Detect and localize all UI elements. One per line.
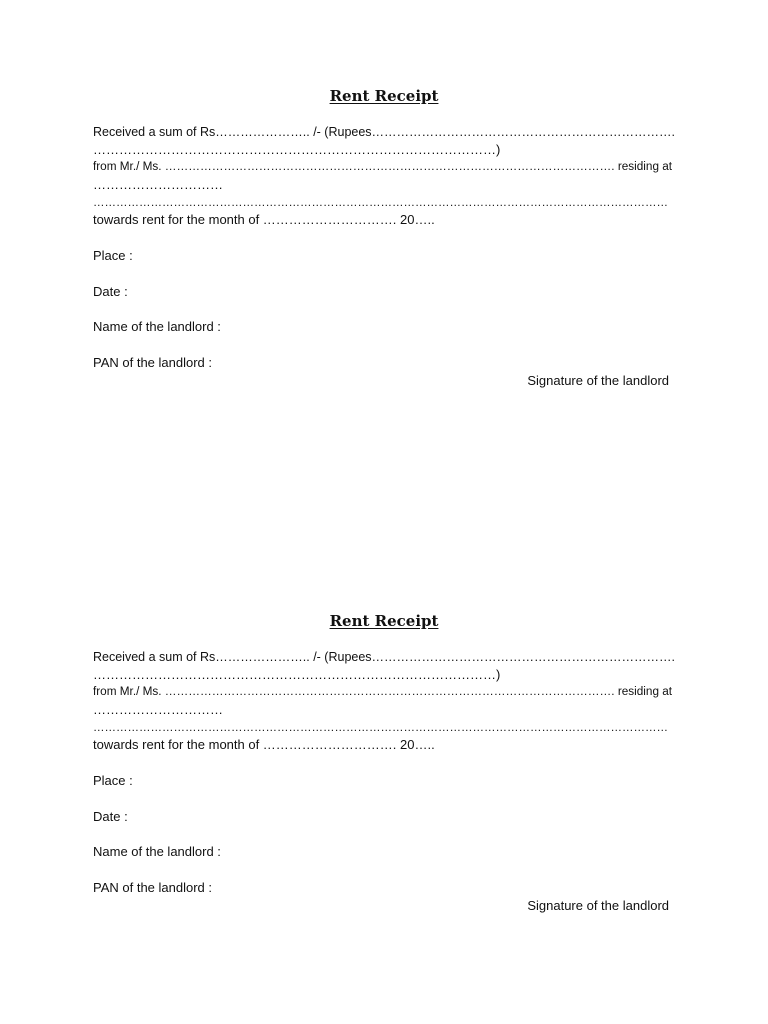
- place-label: Place :: [93, 773, 133, 788]
- landlord-name-label: Name of the landlord :: [93, 844, 221, 859]
- address-line-2: ……………………………………………………………………………………………………………………………………: [93, 197, 668, 209]
- address-line-1: …………………………: [93, 177, 223, 192]
- signature-label: Signature of the landlord: [527, 898, 669, 913]
- place-label: Place :: [93, 248, 133, 263]
- signature-label: Signature of the landlord: [527, 373, 669, 388]
- amount-words-line: …………………………………………………………………………………): [93, 667, 501, 682]
- amount-line: Received a sum of Rs………………….. /- (Rupees……………………………………………………………….: [93, 650, 676, 664]
- rent-month-line: towards rent for the month of …………………………. 20…..: [93, 212, 435, 227]
- tenant-line: from Mr./ Ms. ……………………………………………………………………………………………………. residing at: [93, 160, 673, 173]
- tenant-line: from Mr./ Ms. ……………………………………………………………………………………………………. residing at: [93, 685, 673, 698]
- amount-words-line: …………………………………………………………………………………): [93, 142, 501, 157]
- date-label: Date :: [93, 809, 128, 824]
- rent-month-line: towards rent for the month of …………………………. 20…..: [93, 737, 435, 752]
- receipt-title: Rent Receipt: [329, 612, 439, 630]
- landlord-pan-label: PAN of the landlord :: [93, 880, 212, 895]
- rent-receipt-2: [0, 525, 768, 925]
- date-label: Date :: [93, 284, 128, 299]
- landlord-name-label: Name of the landlord :: [93, 319, 221, 334]
- address-line-2: ……………………………………………………………………………………………………………………………………: [93, 722, 668, 734]
- rent-receipt-1: [0, 0, 768, 400]
- amount-line: Received a sum of Rs………………….. /- (Rupees……………………………………………………………….: [93, 125, 676, 139]
- receipt-title: Rent Receipt: [329, 87, 439, 105]
- address-line-1: …………………………: [93, 702, 223, 717]
- landlord-pan-label: PAN of the landlord :: [93, 355, 212, 370]
